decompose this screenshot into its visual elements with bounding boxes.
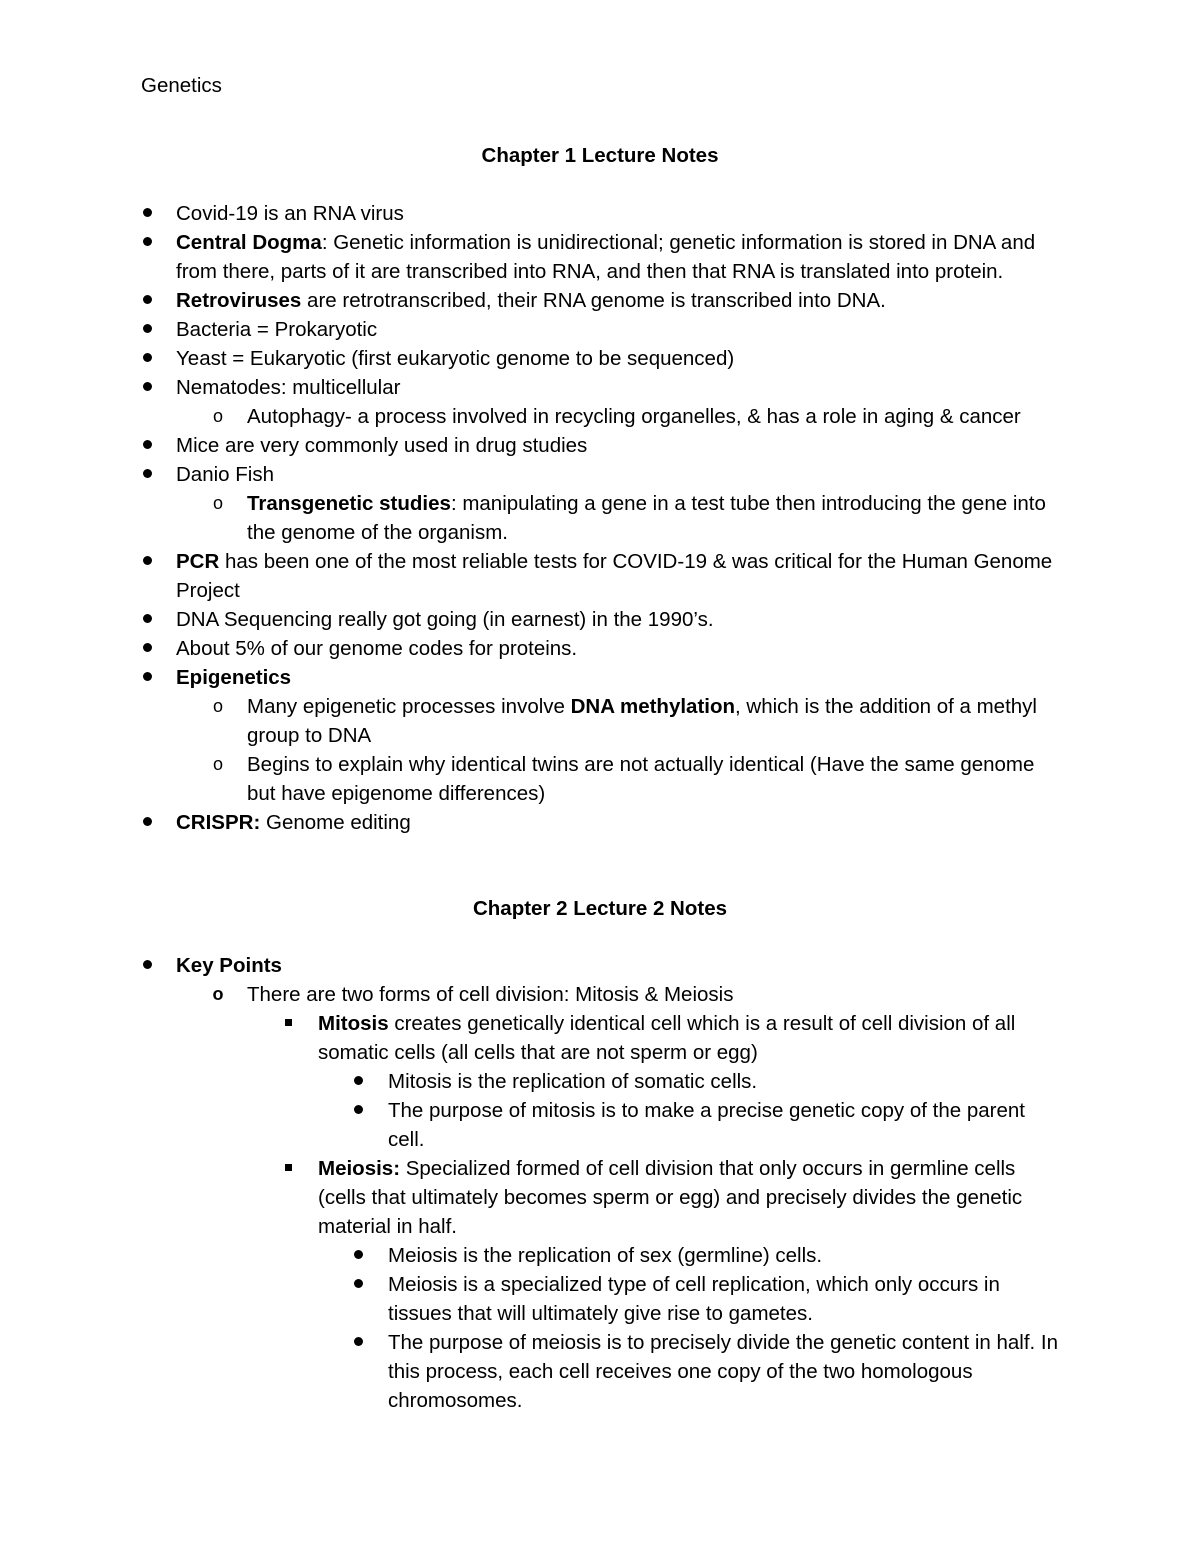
bullet-circle-icon: o	[212, 406, 223, 426]
list-item-text: are retrotranscribed, their RNA genome is transcribed into DNA.	[301, 289, 886, 312]
list-item-text: Danio Fish	[176, 463, 274, 486]
bullet-dot-icon	[348, 1270, 368, 1299]
list-item-term: CRISPR:	[176, 811, 261, 834]
bullet-dot-icon	[137, 431, 157, 460]
bullet-square-icon	[278, 1154, 298, 1183]
list-item-term: Transgenetic studies	[247, 492, 451, 515]
list-item-text: creates genetically identical cell which is a result of cell division of all somatic cells (all cells that are not sperm or egg)	[318, 1012, 1016, 1064]
list-item	[0, 547, 1200, 605]
list-subitem	[0, 980, 1200, 1009]
list-item-term: Epigenetics	[176, 666, 292, 689]
list-item-text: The purpose of mitosis is to make a precise genetic copy of the parent cell.	[388, 1099, 1025, 1151]
list-subitem	[0, 1328, 1200, 1415]
bullet-circle-icon: o	[212, 493, 223, 513]
list-item	[0, 373, 1200, 402]
bullet-circle-icon: o	[212, 984, 224, 1004]
list-item-term: DNA methylation	[570, 695, 736, 718]
list-item-term: Retroviruses	[176, 289, 302, 312]
list-item	[0, 344, 1200, 373]
list-subitem	[0, 692, 1200, 750]
list-item-text: Mitosis is the replication of somatic cells.	[388, 1070, 758, 1093]
list-item	[0, 286, 1200, 315]
bullet-square-icon	[278, 1009, 298, 1038]
list-item-text: DNA Sequencing really got going (in earnest) in the 1990’s.	[176, 608, 714, 631]
list-item-text: There are two forms of cell division: Mitosis & Meiosis	[247, 983, 734, 1006]
list-item-text: Bacteria = Prokaryotic	[176, 318, 378, 341]
bullet-circle-icon: o	[212, 696, 223, 716]
bullet-dot-icon	[137, 951, 157, 980]
bullet-circle-icon: o	[212, 754, 223, 774]
list-item-text: Autophagy- a process involved in recycling organelles, & has a role in aging & cancer	[247, 405, 1021, 428]
list-item-text: has been one of the most reliable tests for COVID-19 & was critical for the Human Genome Project	[176, 550, 1053, 602]
list-subitem	[0, 489, 1200, 547]
bullet-dot-icon	[137, 634, 157, 663]
list-item-term: Key Points	[176, 954, 282, 977]
list-item-text: Begins to explain why identical twins are not actually identical (Have the same genome but have epigenome differences)	[247, 753, 1035, 805]
list-item-text: , which is the addition of a methyl group to DNA	[247, 695, 1037, 747]
list-item-text: Yeast = Eukaryotic (first eukaryotic genome to be sequenced)	[176, 347, 735, 370]
list-item	[0, 431, 1200, 460]
list-item-text: Covid-19 is an RNA virus	[176, 202, 404, 225]
bullet-dot-icon	[137, 199, 157, 228]
chapter-1-heading: Chapter 1 Lecture Notes	[481, 144, 719, 167]
bullet-dot-icon	[137, 315, 157, 344]
bullet-dot-icon	[137, 808, 157, 837]
chapter-2-heading: Chapter 2 Lecture 2 Notes	[472, 897, 728, 920]
list-item	[0, 199, 1200, 228]
list-item	[0, 315, 1200, 344]
chapter-2-list	[0, 951, 1200, 1415]
bullet-dot-icon	[137, 547, 157, 576]
list-subitem	[0, 750, 1200, 808]
bullet-dot-icon	[137, 228, 157, 257]
list-item-text: Nematodes: multicellular	[176, 376, 401, 399]
list-item-term: Meiosis:	[318, 1157, 401, 1180]
list-item-text: The purpose of meiosis is to precisely divide the genetic content in half. In this process, each cell receives one copy of the two homologous chromosomes.	[388, 1331, 1059, 1412]
list-item	[0, 634, 1200, 663]
document-header: Genetics	[141, 74, 222, 97]
list-subitem	[0, 1241, 1200, 1270]
list-item-text: Meiosis is the replication of sex (germline) cells.	[388, 1244, 823, 1267]
list-item-text: : manipulating a gene in a test tube then introducing the gene into the genome of the organism.	[247, 492, 1046, 544]
list-subitem	[0, 402, 1200, 431]
list-item-text: Genome editing	[260, 811, 411, 834]
list-item	[0, 663, 1200, 692]
bullet-dot-icon	[137, 344, 157, 373]
list-item-text: Mice are very commonly used in drug studies	[176, 434, 588, 457]
bullet-dot-icon	[348, 1241, 368, 1270]
list-item-text: Many epigenetic processes involve	[247, 695, 571, 718]
list-item-text: Meiosis is a specialized type of cell replication, which only occurs in tissues that will ultimately give rise to gametes.	[388, 1273, 1000, 1325]
list-item-text: About 5% of our genome codes for proteins.	[176, 637, 578, 660]
list-item	[0, 228, 1200, 286]
list-subitem	[0, 1154, 1200, 1241]
bullet-dot-icon	[348, 1328, 368, 1357]
bullet-dot-icon	[137, 605, 157, 634]
list-item	[0, 460, 1200, 489]
list-subitem	[0, 1270, 1200, 1328]
list-subitem	[0, 1096, 1200, 1154]
bullet-dot-icon	[137, 286, 157, 315]
list-item-term: Mitosis	[318, 1012, 389, 1035]
chapter-1-list	[0, 199, 1200, 837]
list-item	[0, 951, 1200, 980]
bullet-dot-icon	[348, 1067, 368, 1096]
list-subitem	[0, 1009, 1200, 1067]
bullet-dot-icon	[348, 1096, 368, 1125]
bullet-dot-icon	[137, 373, 157, 402]
list-item-text: : Genetic information is unidirectional; genetic information is stored in DNA and from there, parts of it are transcribed into RNA, and then that RNA is translated into protein.	[176, 231, 1036, 283]
list-item	[0, 808, 1200, 837]
list-item-term: PCR	[176, 550, 220, 573]
list-item-text: Specialized formed of cell division that only occurs in germline cells (cells that ultimately becomes sperm or egg) and precisely divides the genetic material in half.	[318, 1157, 1023, 1238]
list-item-term: Central Dogma	[176, 231, 322, 254]
bullet-dot-icon	[137, 460, 157, 489]
list-item	[0, 605, 1200, 634]
bullet-dot-icon	[137, 663, 157, 692]
list-subitem	[0, 1067, 1200, 1096]
